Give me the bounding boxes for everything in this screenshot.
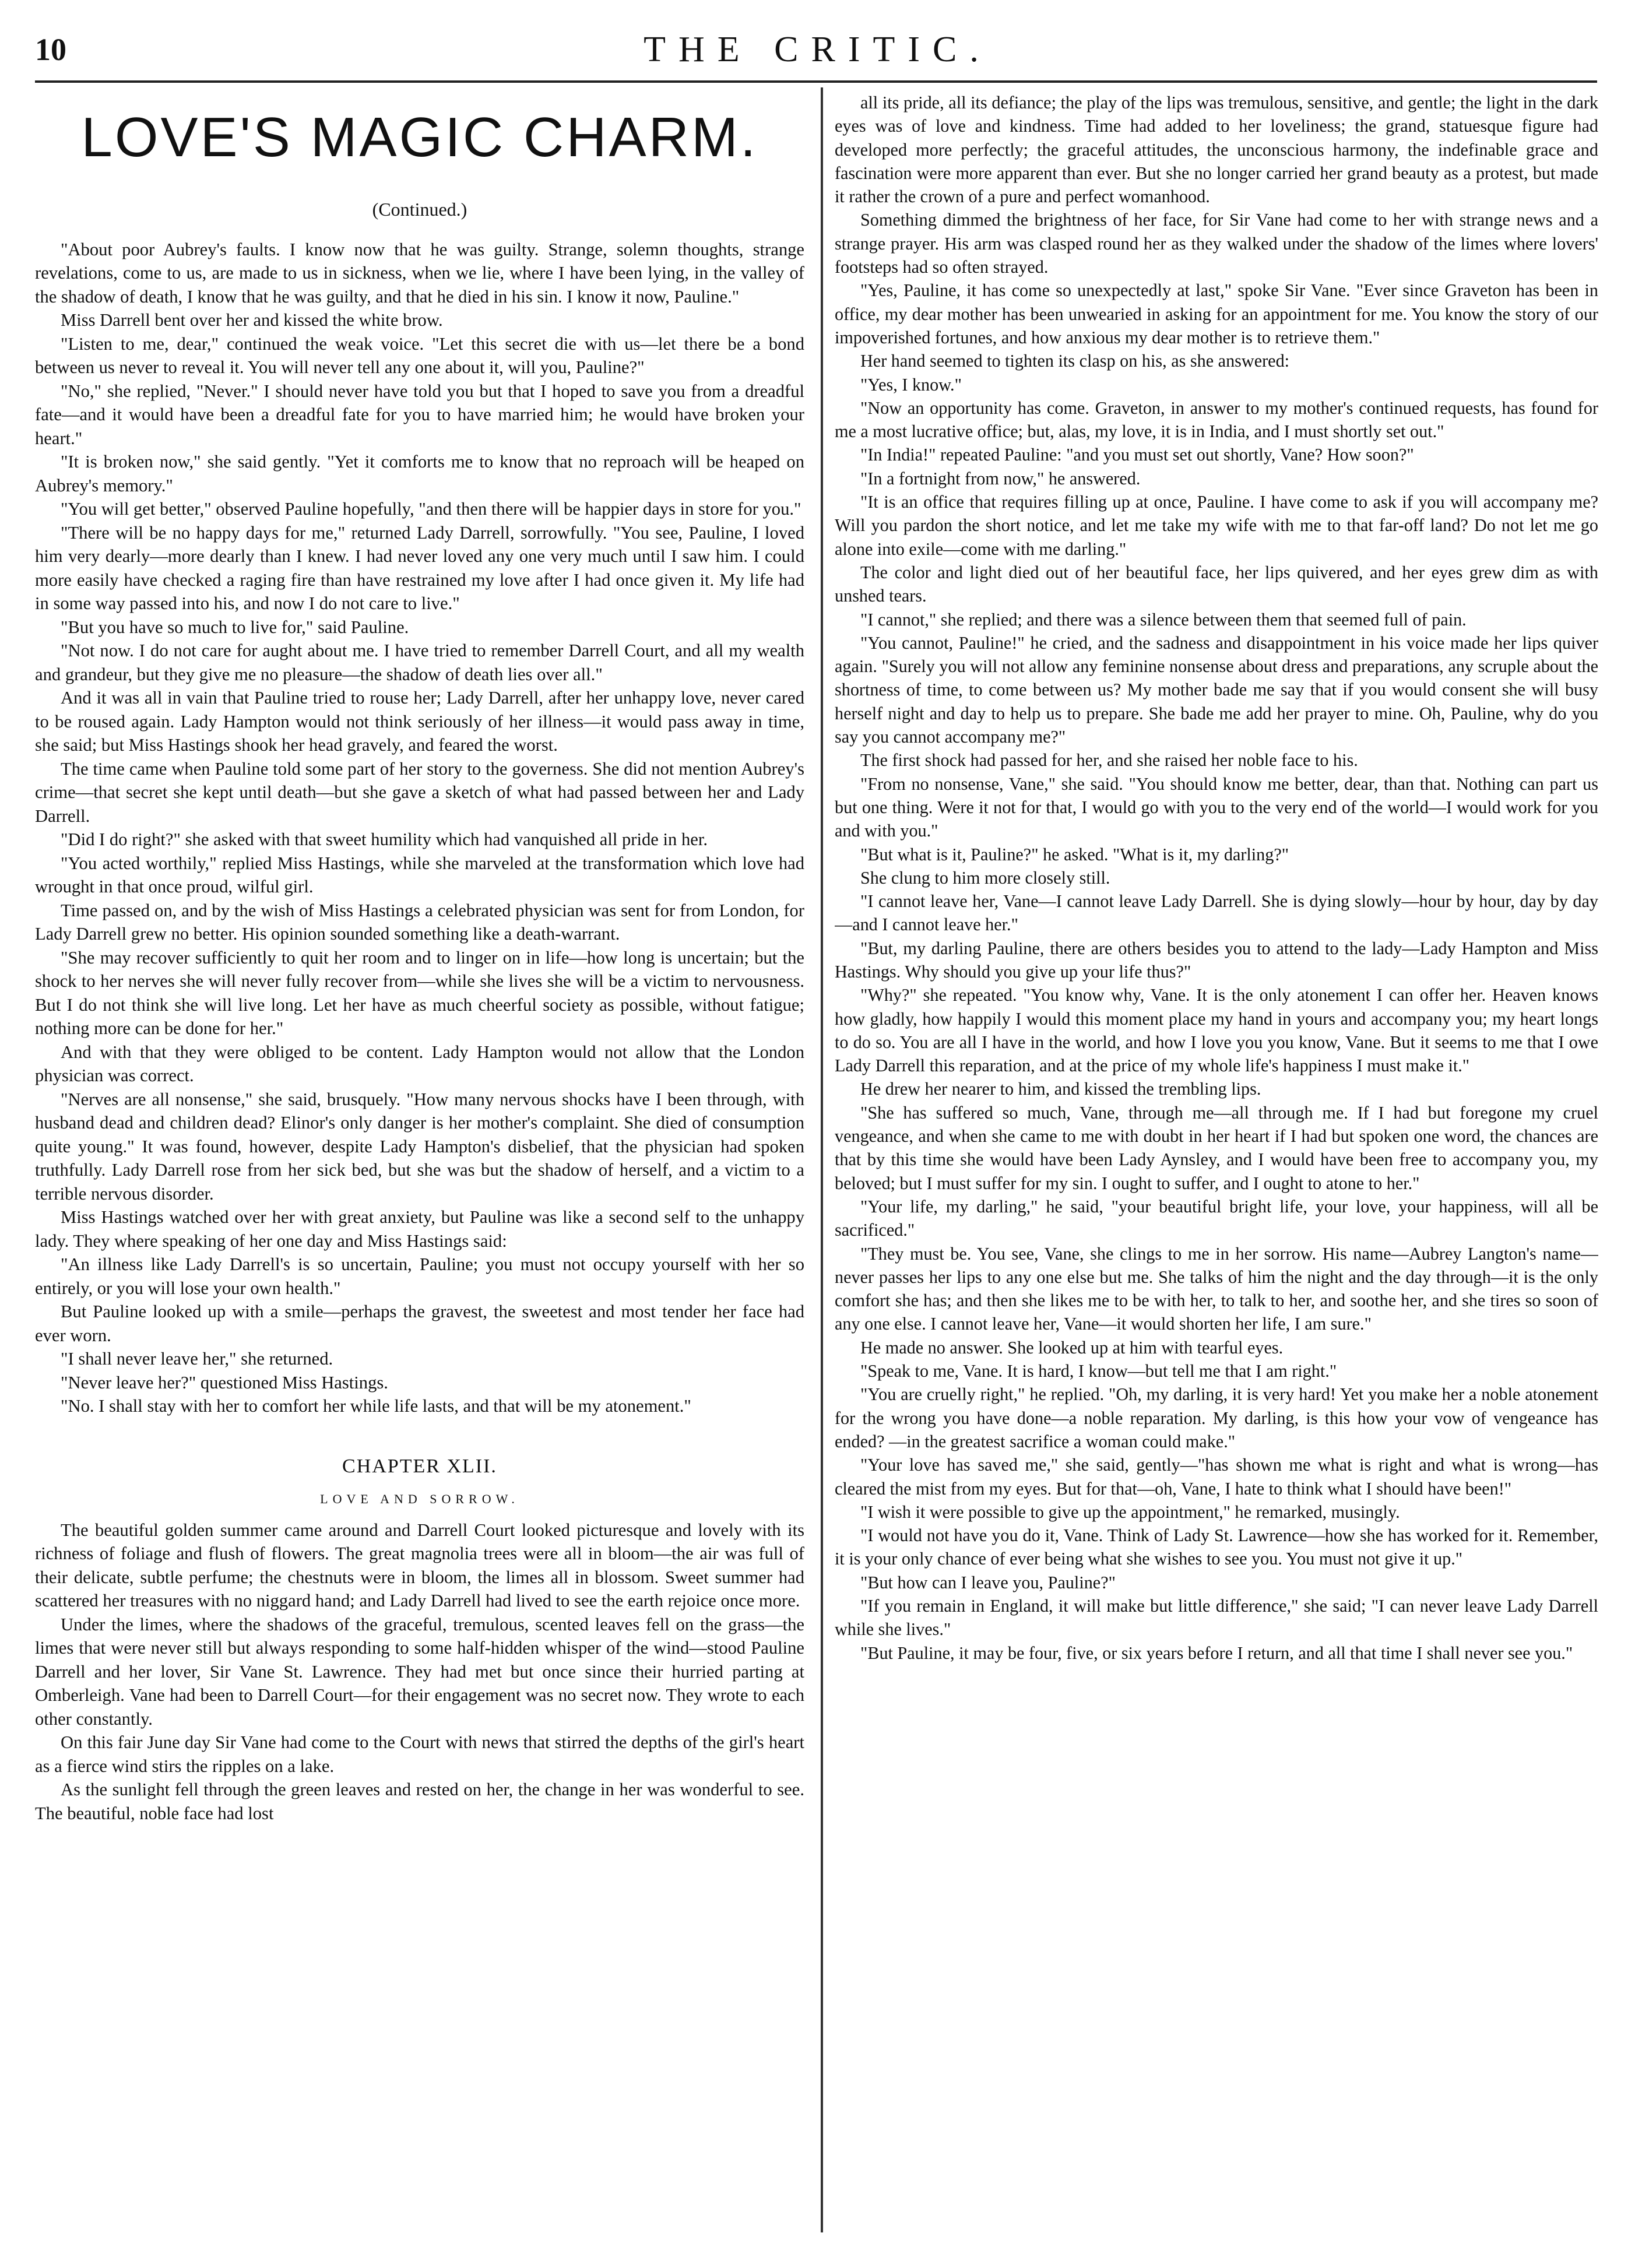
paragraph: "Listen to me, dear," continued the weak voice. "Let this secret die with us—let there be a bond between us never to reveal it. You will never tell any one about it, will you, Pauline?" bbox=[35, 333, 804, 378]
paragraph: "You will get better," observed Pauline hopefully, "and then there will be happier days in store for you." bbox=[61, 499, 801, 519]
article-subtitle: (Continued.) bbox=[372, 198, 467, 220]
paragraph: "But how can I leave you, Pauline?" bbox=[860, 1572, 1116, 1592]
paragraph: The beautiful golden summer came around and Darrell Court looked picturesque and lovely with its richness of foliage and flush of flowers. The great magnolia trees were all in bloom—the air was full of their delicate, subtle perfume; the chestnuts were in bloom, the limes all in blossom. Sweet summer had scattered her treasures with no niggard hand; and Lady Darrell had lived to see the earth rejoice once more. bbox=[35, 1520, 804, 1611]
paragraph: "I would not have you do it, Vane. Think of Lady St. Lawrence—how she has worked for it. Remember, it is your only chance of ever being what she wishes to see you. You must not give it up." bbox=[835, 1525, 1598, 1569]
paragraph: all its pride, all its defiance; the play of the lips was tremulous, sensitive, and gentle; the light in the dark eyes was of love and kindness. Time had added to her loveliness; the grand, statuesque figure had developed more perfectly; the graceful attitudes, the unconscious harmony, the indefinable grace and fascination were more apparent than ever. But she no longer carried her grand beauty as a protest, but made it rather the crown of a pure and perfect womanhood. bbox=[835, 93, 1598, 207]
paragraph: "But Pauline, it may be four, five, or six years before I return, and all that time I shall never see you." bbox=[860, 1643, 1573, 1663]
paragraph: "An illness like Lady Darrell's is so uncertain, Pauline; you must not occupy yourself with her so entirely, or you will lose your own health." bbox=[35, 1254, 804, 1298]
paragraph: "She may recover sufficiently to quit her room and to linger on in life—how long is uncertain; but the shock to her nerves she will never fully recover from—while she lives she will be a victim to nervousness. But I do not think she will live long. Let her have as much cheerful society as possible, without fatigue; nothing more can be done for her." bbox=[35, 947, 804, 1039]
paragraph: The time came when Pauline told some part of her story to the governess. She did not mention Aubrey's crime—that secret she kept until death—but she gave a sketch of what had passed between her and Lady Darrell. bbox=[35, 758, 804, 826]
paragraph: "In India!" repeated Pauline: "and you must set out shortly, Vane? How soon?" bbox=[860, 445, 1414, 465]
paragraph: "She has suffered so much, Vane, through me—all through me. If I had but foregone my cruel vengeance, and when she came to me with doubt in her heart if I had but spoken one word, the chances are that by this time she would have been Lady Aynsley, and I would have been free to accompany you, my beloved; but I must suffer for my sin. I ought to suffer, and I ought to atone to her." bbox=[835, 1102, 1598, 1193]
paragraph: "From no nonsense, Vane," she said. "You should know me better, dear, than that. Nothing can part us but one thing. Were it not for that, I would go with you to the very end of the world—I would work for you and with you." bbox=[835, 773, 1598, 841]
paragraph: Something dimmed the brightness of her face, for Sir Vane had come to her with strange news and a strange prayer. His arm was clasped round her as they walked under the shadow of the limes where lovers' footsteps had so often strayed. bbox=[835, 210, 1598, 277]
left-column-text-1 bbox=[35, 238, 804, 1418]
paragraph: And with that they were obliged to be content. Lady Hampton would not allow that the London physician was correct. bbox=[35, 1042, 804, 1086]
paragraph: "You acted worthily," replied Miss Hastings, while she marveled at the transformation which love had wrought in that once proud, wilful girl. bbox=[35, 853, 804, 897]
paragraph: "But, my darling Pauline, there are others besides you to attend to the lady—Lady Hampton and Miss Hastings. Why should you give up your life thus?" bbox=[835, 938, 1598, 982]
paragraph: She clung to him more closely still. bbox=[860, 867, 1110, 888]
paragraph: "Speak to me, Vane. It is hard, I know—but tell me that I am right." bbox=[860, 1361, 1337, 1381]
right-column bbox=[835, 91, 1598, 2248]
paragraph: Under the limes, where the shadows of the graceful, tremulous, scented leaves fell on the grass—the limes that were never still but always responding to some half-hidden whisper of the wind—stood Pauline Darrell and her lover, Sir Vane St. Lawrence. They had met but once since their hurried parting at Omberleigh. Vane had been to Darrell Court—for their engagement was no secret now. They wrote to each other constantly. bbox=[35, 1614, 804, 1729]
right-column-text bbox=[835, 91, 1598, 1665]
left-column bbox=[35, 91, 804, 2248]
paragraph: The color and light died out of her beautiful face, her lips quivered, and her eyes grew dim as with unshed tears. bbox=[835, 562, 1598, 606]
article-title: LOVE'S MAGIC CHARM. bbox=[81, 106, 758, 168]
paragraph: "Your life, my darling," he said, "your beautiful bright life, your love, your happiness, will all be sacrificed." bbox=[835, 1196, 1598, 1240]
paragraph: "I cannot leave her, Vane—I cannot leave Lady Darrell. She is dying slowly—hour by hour, day by day—and I cannot leave her." bbox=[835, 891, 1598, 935]
running-title: THE CRITIC. bbox=[644, 30, 991, 69]
paragraph: "In a fortnight from now," he answered. bbox=[860, 468, 1141, 488]
paragraph: "They must be. You see, Vane, she clings to me in her sorrow. His name—Aubrey Langton's name—never passes her lips to any one else but me. She talks of him the night and the day through—it is the only comfort she has; and then she likes me to be with her, to talk to her, and soothe her, and she tires so soon of any one else. I cannot leave her, Vane—it would shorten her life, I am sure." bbox=[835, 1243, 1598, 1334]
chapter-title: CHAPTER XLII. bbox=[342, 1455, 497, 1477]
paragraph: "Yes, I know." bbox=[860, 374, 962, 395]
paragraph: "But what is it, Pauline?" he asked. "What is it, my darling?" bbox=[860, 844, 1289, 864]
paragraph: "It is an office that requires filling up at once, Pauline. I have come to ask if you will accompany me? Will you pardon the short notice, and let me take my wife with me to that far-off land? Do not let me go alone into exile—come with me darling." bbox=[835, 492, 1598, 559]
paragraph: "Never leave her?" questioned Miss Hastings. bbox=[61, 1372, 388, 1393]
paragraph: "Why?" she repeated. "You know why, Vane. It is the only atonement I can offer her. Heaven knows how gladly, how happily I would this moment place my hand in yours and accompany you; my heart longs to do so. You are all I have in the world, and how I love you you know, Vane. But it seems to me that I owe Lady Darrell this reparation, and at the price of my whole life's happiness I must make it." bbox=[835, 985, 1598, 1076]
page-number: 10 bbox=[35, 32, 66, 67]
left-column-text-2 bbox=[35, 1518, 804, 1826]
paragraph: "Yes, Pauline, it has come so unexpectedly at last," spoke Sir Vane. "Ever since Graveton has been in office, my dear mother has been unwearied in asking for an appointment for me. You know the story of our impoverished fortunes, and how anxious my dear mother is to retrieve them." bbox=[835, 280, 1598, 347]
paragraph: Her hand seemed to tighten its clasp on his, as she answered: bbox=[860, 351, 1290, 371]
paragraph: On this fair June day Sir Vane had come to the Court with news that stirred the depths of the girl's heart as a fierce wind stirs the ripples on a lake. bbox=[35, 1732, 804, 1776]
paragraph: Miss Hastings watched over her with great anxiety, but Pauline was like a second self to the unhappy lady. They where speaking of her one day and Miss Hastings said: bbox=[35, 1207, 804, 1251]
chapter-subtitle: LOVE AND SORROW. bbox=[320, 1491, 519, 1506]
paragraph: The first shock had passed for her, and she raised her noble face to his. bbox=[860, 750, 1358, 771]
paragraph: Miss Darrell bent over her and kissed the white brow. bbox=[61, 310, 443, 330]
paragraph: He drew her nearer to him, and kissed the trembling lips. bbox=[860, 1079, 1261, 1099]
paragraph: "There will be no happy days for me," returned Lady Darrell, sorrowfully. "You see, Pauline, I loved him very dearly—more dearly than I knew. I had never loved any one very much until I saw him. I could more easily have checked a raging fire than have restrained my love after I had once given it. My life had in some way passed into his, and now I do not care to live." bbox=[35, 522, 804, 614]
paragraph: "Not now. I do not care for aught about me. I have tried to remember Darrell Court, and all my wealth and grandeur, but they give me no pleasure—the shadow of death lies over all." bbox=[35, 641, 804, 684]
paragraph: "Nerves are all nonsense," she said, brusquely. "How many nervous shocks have I been through, with husband dead and children dead? Elinor's only danger is her mother's complaint. She died of consumption quite young." It was found, however, despite Lady Hampton's disbelief, that the physician had spoken truthfully. Lady Darrell rose from her sick bed, but she was but the shadow of herself, and a victim to a terrible nervous disorder. bbox=[35, 1089, 804, 1204]
header-rule bbox=[35, 80, 1597, 83]
paragraph: But Pauline looked up with a smile—perhaps the gravest, the sweetest and most tender her face had ever worn. bbox=[35, 1302, 804, 1345]
paragraph: "But you have so much to live for," said Pauline. bbox=[61, 617, 409, 637]
paragraph: Time passed on, and by the wish of Miss Hastings a celebrated physician was sent for from London, for Lady Darrell grew no better. His opinion sounded something like a death-warrant. bbox=[35, 900, 804, 944]
paragraph: "It is broken now," she said gently. "Yet it comforts me to know that no reproach will be heaped on Aubrey's memory." bbox=[35, 452, 804, 495]
paragraph: "About poor Aubrey's faults. I know now that he was guilty. Strange, solemn thoughts, strange revelations, come to us, are made to us in sickness, when we lie, where I have been lying, in the valley of the shadow of death, I know that he was guilty, and that he died in his sin. I know it now, Pauline." bbox=[35, 239, 804, 307]
paragraph: And it was all in vain that Pauline tried to rouse her; Lady Darrell, after her unhappy love, never cared to be roused again. Lady Hampton would not think seriously of her illness—it would pass away in time, she said; but Miss Hastings shook her head gravely, and feared the worst. bbox=[35, 688, 804, 755]
paragraph: "Now an opportunity has come. Graveton, in answer to my mother's continued requests, has found for me a most lucrative office; but, alas, my love, it is in India, and I must shortly set out." bbox=[835, 398, 1598, 442]
paragraph: "I wish it were possible to give up the appointment," he remarked, musingly. bbox=[860, 1502, 1400, 1522]
paragraph: "No," she replied, "Never." I should never have told you but that I hoped to save you from a dreadful fate—and it would have been a dreadful fate for you to have married him; he would have broken your heart." bbox=[35, 381, 804, 448]
paragraph: "No. I shall stay with her to comfort her while life lasts, and that will be my atonement." bbox=[61, 1396, 691, 1416]
paragraph: "You cannot, Pauline!" he cried, and the sadness and disappointment in his voice made her lips quiver again. "Surely you will not allow any feminine nonsense about dress and preparations, any scruple about the shortness of time, to come between us? My mother bade me say that if you would consent she will busy herself night and day to help us to prepare. She bade me add her prayer to mine. Oh, Pauline, why do you say you cannot accompany me?" bbox=[835, 632, 1598, 747]
paragraph: "Your love has saved me," she said, gently—"has shown me what is right and what is wrong—has cleared the mist from my eyes. But for that—oh, Vane, I hate to think what I should have been!" bbox=[835, 1455, 1598, 1499]
paragraph: "You are cruelly right," he replied. "Oh, my darling, it is very hard! Yet you make her a noble atonement for the wrong you have done—a noble reparation. My darling, is this how your vow of vengeance has ended? —in the greatest sacrifice a woman could make." bbox=[835, 1384, 1598, 1451]
paragraph: He made no answer. She looked up at him with tearful eyes. bbox=[860, 1337, 1284, 1358]
paragraph: "If you remain in England, it will make but little difference," she said; "I can never leave Lady Darrell while she lives." bbox=[835, 1596, 1598, 1640]
paragraph: "Did I do right?" she asked with that sweet humility which had vanquished all pride in her. bbox=[61, 829, 708, 850]
column-divider bbox=[821, 87, 823, 2232]
paragraph: As the sunlight fell through the green leaves and rested on her, the change in her was wonderful to see. The beautiful, noble face had lost bbox=[35, 1780, 804, 1823]
paragraph: "I shall never leave her," she returned. bbox=[61, 1349, 333, 1369]
paragraph: "I cannot," she replied; and there was a silence between them that seemed full of pain. bbox=[860, 609, 1467, 630]
